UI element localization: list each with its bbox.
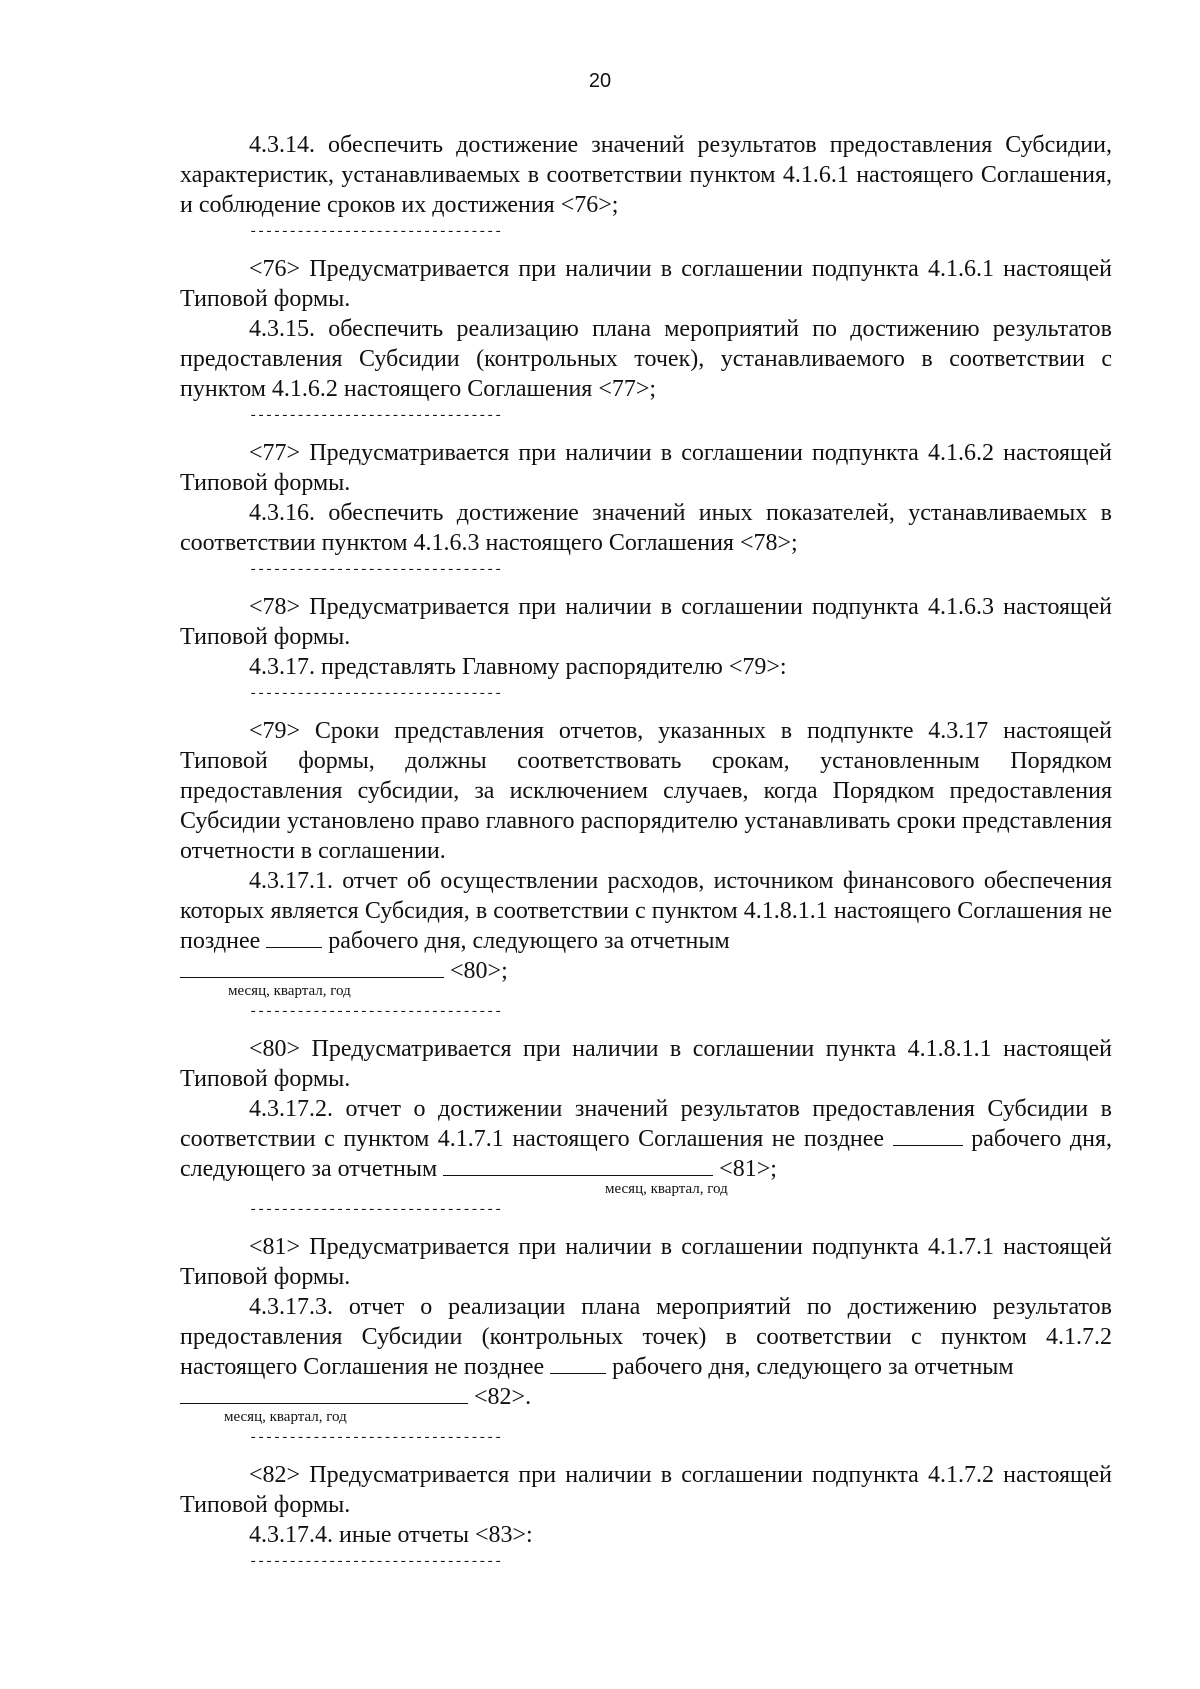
clause-4-3-17-1 — [180, 866, 1112, 956]
footnote-76: <76> Предусматривается при наличии в соглашении подпункта 4.1.6.1 настоящей Типовой формы. — [180, 256, 1112, 312]
footnote-separator: -------------------------------- — [249, 224, 502, 240]
blank-day-field[interactable] — [893, 1125, 963, 1146]
footnote-78: <78> Предусматривается при наличии в соглашении подпункта 4.1.6.3 настоящей Типовой формы. — [180, 594, 1112, 650]
page-number: 20 — [588, 70, 612, 92]
footnote-separator: -------------------------------- — [249, 686, 502, 702]
footnote-ref: <82>. — [474, 1384, 532, 1410]
period-caption: месяц, квартал, год — [605, 1181, 728, 1197]
blank-period-field[interactable] — [180, 957, 444, 978]
footnote-separator: -------------------------------- — [249, 1202, 502, 1218]
footnote-separator: -------------------------------- — [249, 408, 502, 424]
clause-text: рабочего дня, следующего за отчетным — [612, 1354, 1014, 1380]
clause-text: 4.3.17.3. отчет о реализации плана мероприятий по достижению результатов предоставления Субсидии (контрольных точек) в соответствии с пунктом 4.1.7.2 настоящего Соглашения не позднее — [180, 1294, 1112, 1380]
footnote-79: <79> Сроки представления отчетов, указанных в подпункте 4.3.17 настоящей Типовой формы, должны соответствовать срокам, установленным Порядком предоставления субсидии, за исключением случаев, когда Порядком предоставления Субсидии установлено право главного распорядителю устанавливать сроки представления отчетности в соглашении. — [180, 718, 1112, 864]
footnote-separator: -------------------------------- — [249, 1554, 502, 1570]
clause-4-3-14: 4.3.14. обеспечить достижение значений результатов предоставления Субсидии, характеристик, устанавливаемых в соответствии пунктом 4.1.6.1 настоящего Соглашения, и соблюдение сроков их достижения <76>; — [180, 132, 1112, 218]
clause-text: рабочего дня, следующего за отчетным — [180, 1126, 1113, 1182]
footnote-ref: <81>; — [719, 1156, 777, 1182]
footnote-80: <80> Предусматривается при наличии в соглашении пункта 4.1.8.1.1 настоящей Типовой формы. — [180, 1036, 1112, 1092]
footnote-separator: -------------------------------- — [249, 1430, 502, 1446]
blank-period-field[interactable] — [180, 1383, 468, 1404]
blank-day-field[interactable] — [266, 927, 322, 948]
footnote-separator: -------------------------------- — [249, 562, 502, 578]
blank-period-field[interactable] — [443, 1155, 713, 1176]
clause-4-3-17: 4.3.17. представлять Главному распорядителю <79>: — [249, 654, 787, 680]
footnote-77: <77> Предусматривается при наличии в соглашении подпункта 4.1.6.2 настоящей Типовой формы. — [180, 440, 1112, 496]
footnote-81: <81> Предусматривается при наличии в соглашении подпункта 4.1.7.1 настоящей Типовой формы. — [180, 1234, 1112, 1290]
clause-4-3-17-3 — [180, 1292, 1112, 1382]
clause-4-3-16: 4.3.16. обеспечить достижение значений иных показателей, устанавливаемых в соответствии пунктом 4.1.6.3 настоящего Соглашения <78>; — [180, 500, 1112, 556]
blank-day-field[interactable] — [550, 1353, 606, 1374]
clause-4-3-17-2 — [180, 1094, 1112, 1184]
period-caption: месяц, квартал, год — [224, 1409, 347, 1425]
clause-4-3-15: 4.3.15. обеспечить реализацию плана мероприятий по достижению результатов предоставления Субсидии (контрольных точек), устанавливаемого в соответствии с пунктом 4.1.6.2 настоящего Соглашения <77>; — [180, 316, 1112, 402]
clause-text: рабочего дня, следующего за отчетным — [328, 928, 730, 954]
document-body — [180, 130, 1112, 1584]
clause-4-3-17-4: 4.3.17.4. иные отчеты <83>: — [249, 1522, 533, 1548]
period-caption: месяц, квартал, год — [228, 983, 351, 999]
clause-text: 4.3.17.2. отчет о достижении значений результатов предоставления Субсидии в соответствии с пунктом 4.1.7.1 настоящего Соглашения не позднее — [180, 1096, 1112, 1152]
clause-text: 4.3.17.1. отчет об осуществлении расходов, источником финансового обеспечения которых является Субсидия, в соответствии с пунктом 4.1.8.1.1 настоящего Соглашения не позднее — [180, 868, 1112, 954]
footnote-82: <82> Предусматривается при наличии в соглашении подпункта 4.1.7.2 настоящей Типовой формы. — [180, 1462, 1112, 1518]
footnote-ref: <80>; — [450, 958, 508, 984]
footnote-separator: -------------------------------- — [249, 1004, 502, 1020]
